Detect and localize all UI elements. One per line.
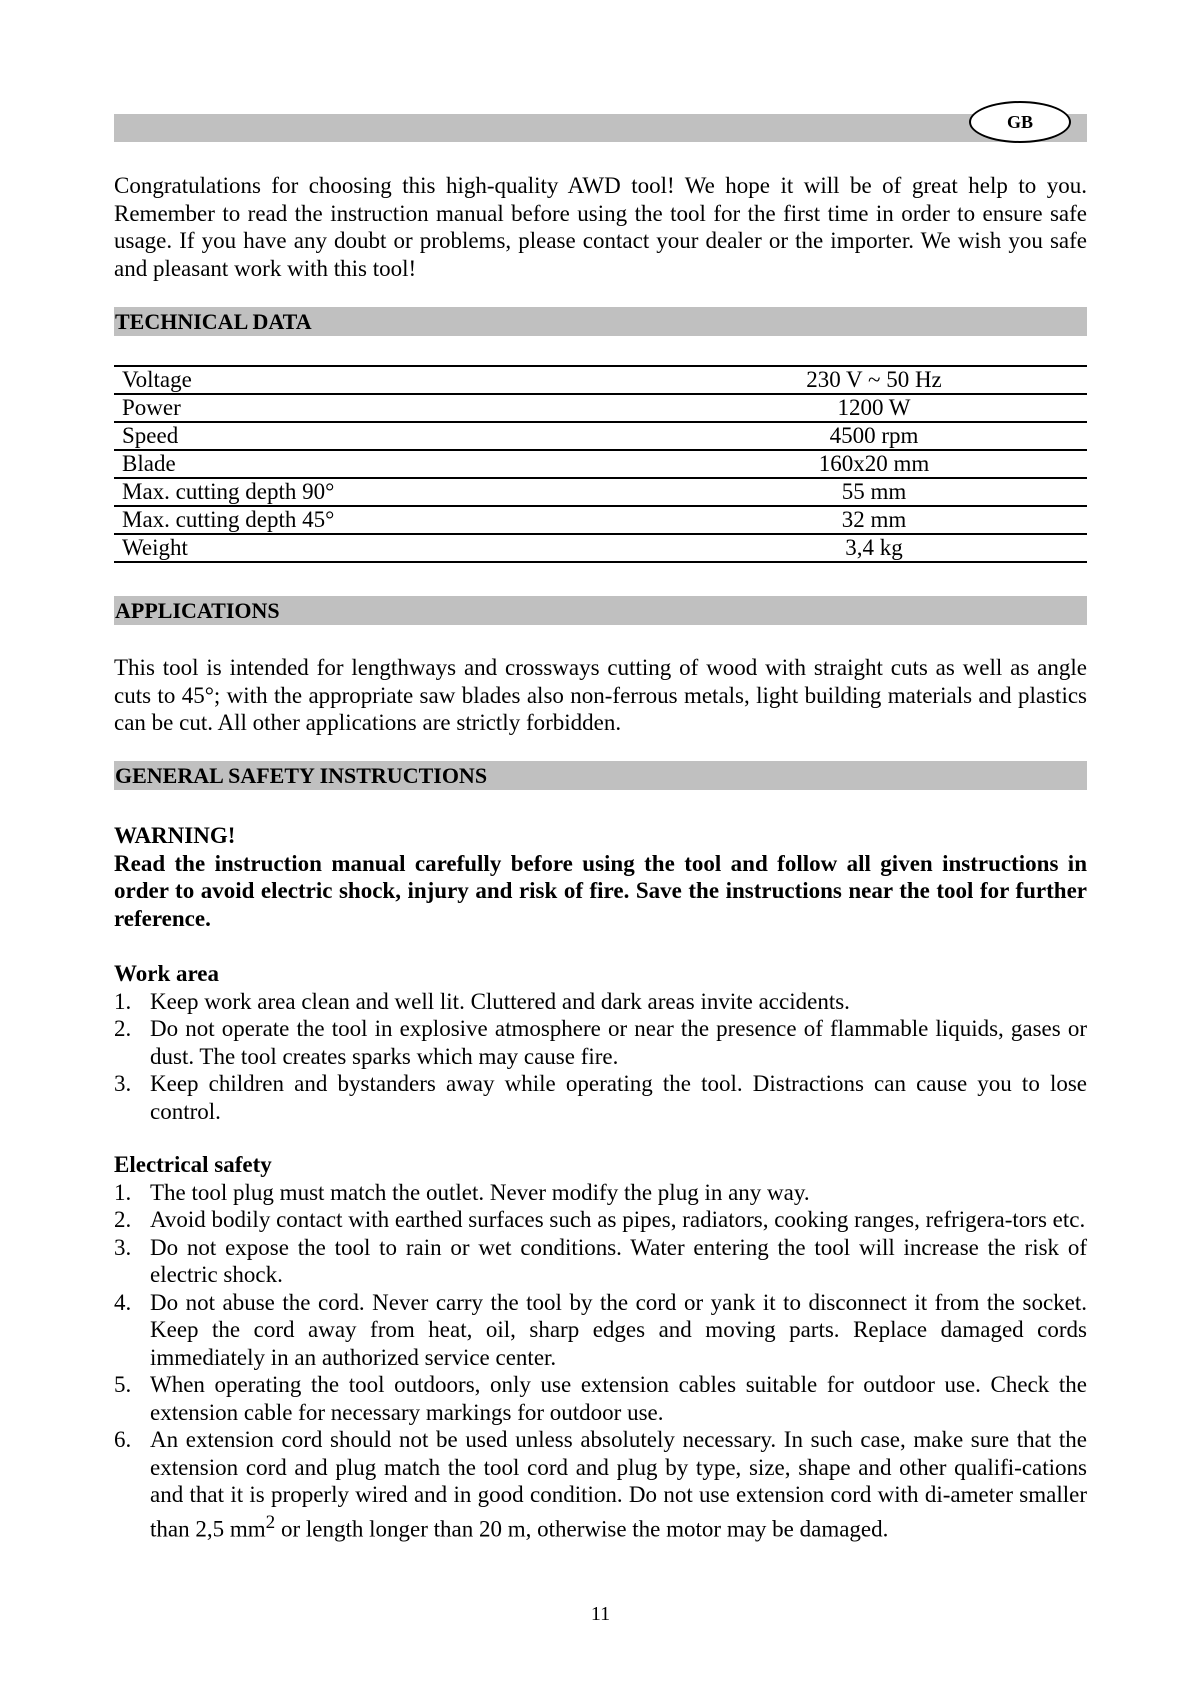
item-number: 2. — [114, 1207, 132, 1232]
table-row — [114, 450, 1087, 478]
spec-value: 3,4 kg — [661, 534, 1087, 562]
list-item — [114, 1371, 1087, 1426]
item-text: Avoid bodily contact with earthed surfaces such as pipes, radiators, cooking ranges, refrigera-tors etc. — [150, 1207, 1086, 1232]
item-number: 6. — [114, 1427, 132, 1452]
applications-paragraph: This tool is intended for lengthways and crossways cutting of wood with straight cuts as well as angle cuts to 45°; with the appropriate saw blades also non-ferrous metals, light building materials and plastics can be cut. All other applications are strictly forbidden. — [114, 655, 1087, 735]
spec-value: 1200 W — [661, 394, 1087, 422]
table-row — [114, 366, 1087, 394]
spec-label: Weight — [114, 534, 661, 562]
spec-label: Speed — [114, 422, 661, 450]
item-number: 3. — [114, 1071, 132, 1096]
warning-block — [114, 822, 1087, 932]
spec-label: Voltage — [114, 366, 661, 394]
technical-data-table — [114, 365, 1087, 563]
item-text: Do not abuse the cord. Never carry the tool by the cord or yank it to disconnect it from the socket. Keep the cord away from heat, oil, sharp edges and moving parts. Replace damaged cords immediately in an authorized service center. — [150, 1289, 1087, 1370]
list-item — [114, 1179, 1087, 1207]
spec-value: 4500 rpm — [661, 422, 1087, 450]
warning-text: Read the instruction manual carefully before using the tool and follow all given instructions in order to avoid electric shock, injury and risk of fire. Save the instructions near the tool for further reference. — [114, 850, 1087, 931]
electrical-safety-list — [114, 1179, 1087, 1543]
page-number: 11 — [590, 1603, 611, 1625]
item-text: Do not operate the tool in explosive atmosphere or near the presence of flammable liquids, gases or dust. The tool creates sparks which may cause fire. — [150, 1016, 1087, 1069]
spec-value: 160x20 mm — [661, 450, 1087, 478]
spec-value: 230 V ~ 50 Hz — [661, 366, 1087, 394]
list-item — [114, 1015, 1087, 1070]
spec-label: Blade — [114, 450, 661, 478]
item-text: When operating the tool outdoors, only use extension cables suitable for outdoor use. Check the extension cable for necessary markings for outdoor use. — [150, 1372, 1087, 1425]
item-text: or length longer than 20 m, otherwise the motor may be damaged. — [275, 1516, 889, 1542]
table-row — [114, 394, 1087, 422]
item-number: 1. — [114, 1179, 132, 1205]
list-item — [114, 988, 1087, 1016]
spec-value: 55 mm — [661, 478, 1087, 506]
header-bar — [114, 114, 1087, 142]
work-area-title: Work area — [114, 961, 219, 986]
item-number: 4. — [114, 1289, 132, 1315]
spec-label: Max. cutting depth 90° — [114, 478, 661, 506]
table-row — [114, 422, 1087, 450]
work-area-list — [114, 988, 1087, 1126]
item-text: The tool plug must match the outlet. Never modify the plug in any way. — [150, 1179, 810, 1205]
electrical-safety-title: Electrical safety — [114, 1152, 272, 1177]
spec-label: Power — [114, 394, 661, 422]
safety-heading: GENERAL SAFETY INSTRUCTIONS — [114, 761, 1087, 790]
technical-data-heading: TECHNICAL DATA — [114, 307, 1087, 336]
item-text: Do not expose the tool to rain or wet conditions. Water entering the tool will increase the risk of electric shock. — [150, 1234, 1087, 1287]
spec-value: 32 mm — [661, 506, 1087, 534]
work-area-section — [114, 960, 1087, 1125]
table-row — [114, 534, 1087, 562]
superscript: 2 — [265, 1511, 276, 1533]
language-badge: GB — [969, 101, 1071, 143]
table-row — [114, 478, 1087, 506]
intro-paragraph: Congratulations for choosing this high-quality AWD tool! We hope it will be of great help to you. Remember to read the instruction manual before using the tool for the first time in order to ensure safe usage. If you have any doubt or problems, please contact your dealer or the importer. We wish you safe and pleasant work with this tool! — [114, 173, 1087, 281]
electrical-safety-section — [114, 1151, 1087, 1543]
item-text: Keep children and bystanders away while operating the tool. Distractions can cause you to lose control. — [150, 1071, 1087, 1124]
item-number: 1. — [114, 988, 132, 1014]
list-item — [114, 1289, 1087, 1372]
item-number: 3. — [114, 1234, 132, 1260]
list-item — [114, 1206, 1087, 1234]
item-number: 2. — [114, 1016, 132, 1041]
warning-title: WARNING! — [114, 823, 236, 848]
list-item — [114, 1426, 1087, 1543]
applications-heading: APPLICATIONS — [114, 596, 1087, 625]
list-item — [114, 1070, 1087, 1125]
spec-label: Max. cutting depth 45° — [114, 506, 661, 534]
table-row — [114, 506, 1087, 534]
item-text: Keep work area clean and well lit. Cluttered and dark areas invite accidents. — [150, 988, 850, 1014]
list-item — [114, 1234, 1087, 1289]
item-text: An extension cord should not be used unless absolutely necessary. In such case, make sure that the extension cord and plug match the tool cord and plug by type, size, shape and other qualifi-cations and that it is properly wired and in good condition. Do not use extension cord with di-ameter smaller than 2,5 mm — [150, 1427, 1087, 1542]
item-number: 5. — [114, 1372, 132, 1397]
